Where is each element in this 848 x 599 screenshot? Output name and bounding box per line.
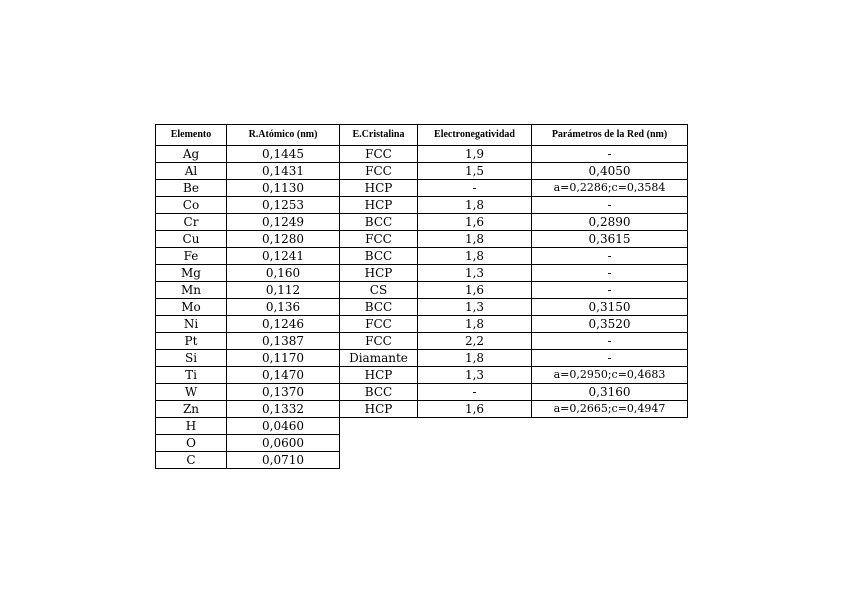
cell-elemento: H — [156, 418, 227, 435]
cell-elemento: Fe — [156, 248, 227, 265]
cell-parametros-red: 0,4050 — [532, 163, 688, 180]
cell-radio-atomico: 0,0710 — [227, 452, 340, 469]
cell-estructura-cristalina: FCC — [340, 316, 418, 333]
cell-estructura-cristalina: HCP — [340, 197, 418, 214]
empty-cell — [532, 418, 688, 435]
header-electronegatividad: Electronegatividad — [418, 125, 532, 146]
table-row — [156, 248, 688, 265]
cell-estructura-cristalina: HCP — [340, 180, 418, 197]
cell-radio-atomico: 0,1170 — [227, 350, 340, 367]
cell-elemento: W — [156, 384, 227, 401]
table-row — [156, 435, 688, 452]
cell-parametros-red: - — [532, 146, 688, 163]
table-row — [156, 418, 688, 435]
empty-cell — [532, 452, 688, 469]
cell-electronegatividad: 1,8 — [418, 350, 532, 367]
cell-radio-atomico: 0,1280 — [227, 231, 340, 248]
header-parametros-red: Parámetros de la Red (nm) — [532, 125, 688, 146]
cell-electronegatividad: 2,2 — [418, 333, 532, 350]
empty-cell — [340, 452, 418, 469]
cell-electronegatividad: - — [418, 384, 532, 401]
cell-radio-atomico: 0,1130 — [227, 180, 340, 197]
cell-electronegatividad: 1,6 — [418, 401, 532, 418]
cell-electronegatividad: 1,8 — [418, 248, 532, 265]
cell-electronegatividad: 1,6 — [418, 214, 532, 231]
table-row — [156, 367, 688, 384]
header-radio-atomico: R.Atómico (nm) — [227, 125, 340, 146]
cell-elemento: Pt — [156, 333, 227, 350]
cell-electronegatividad: 1,9 — [418, 146, 532, 163]
cell-radio-atomico: 0,1431 — [227, 163, 340, 180]
cell-elemento: Al — [156, 163, 227, 180]
table-row — [156, 180, 688, 197]
cell-parametros-red: - — [532, 248, 688, 265]
cell-radio-atomico: 0,1387 — [227, 333, 340, 350]
cell-parametros-red: 0,3520 — [532, 316, 688, 333]
table-row — [156, 333, 688, 350]
header-estructura-cristalina: E.Cristalina — [340, 125, 418, 146]
cell-radio-atomico: 0,160 — [227, 265, 340, 282]
empty-cell — [418, 435, 532, 452]
empty-cell — [418, 452, 532, 469]
cell-estructura-cristalina: HCP — [340, 367, 418, 384]
cell-parametros-red: 0,2890 — [532, 214, 688, 231]
cell-elemento: Be — [156, 180, 227, 197]
cell-electronegatividad: 1,5 — [418, 163, 532, 180]
cell-radio-atomico: 0,1332 — [227, 401, 340, 418]
cell-electronegatividad: 1,8 — [418, 197, 532, 214]
cell-electronegatividad: 1,3 — [418, 265, 532, 282]
empty-cell — [532, 435, 688, 452]
cell-estructura-cristalina: BCC — [340, 248, 418, 265]
table-row — [156, 299, 688, 316]
cell-elemento: Cr — [156, 214, 227, 231]
cell-parametros-red: a=0,2665;c=0,4947 — [532, 401, 688, 418]
cell-estructura-cristalina: BCC — [340, 299, 418, 316]
cell-radio-atomico: 0,1246 — [227, 316, 340, 333]
cell-elemento: Mn — [156, 282, 227, 299]
table-row — [156, 350, 688, 367]
cell-elemento: Mo — [156, 299, 227, 316]
cell-estructura-cristalina: BCC — [340, 384, 418, 401]
cell-estructura-cristalina: Diamante — [340, 350, 418, 367]
cell-estructura-cristalina: HCP — [340, 265, 418, 282]
cell-radio-atomico: 0,136 — [227, 299, 340, 316]
cell-electronegatividad: 1,3 — [418, 367, 532, 384]
cell-radio-atomico: 0,0460 — [227, 418, 340, 435]
cell-estructura-cristalina: HCP — [340, 401, 418, 418]
empty-cell — [418, 418, 532, 435]
cell-electronegatividad: 1,3 — [418, 299, 532, 316]
cell-radio-atomico: 0,0600 — [227, 435, 340, 452]
table-header-row — [156, 125, 688, 146]
cell-electronegatividad: 1,8 — [418, 231, 532, 248]
table-row — [156, 316, 688, 333]
cell-radio-atomico: 0,112 — [227, 282, 340, 299]
cell-estructura-cristalina: FCC — [340, 146, 418, 163]
cell-elemento: Co — [156, 197, 227, 214]
cell-estructura-cristalina: FCC — [340, 231, 418, 248]
empty-cell — [340, 435, 418, 452]
table-row — [156, 384, 688, 401]
cell-parametros-red: 0,3160 — [532, 384, 688, 401]
header-elemento: Elemento — [156, 125, 227, 146]
cell-elemento: Mg — [156, 265, 227, 282]
cell-elemento: Zn — [156, 401, 227, 418]
cell-radio-atomico: 0,1241 — [227, 248, 340, 265]
cell-radio-atomico: 0,1249 — [227, 214, 340, 231]
table-row — [156, 265, 688, 282]
cell-electronegatividad: 1,8 — [418, 316, 532, 333]
table-body — [156, 146, 688, 469]
table-row — [156, 214, 688, 231]
table-row — [156, 231, 688, 248]
table-row — [156, 282, 688, 299]
cell-parametros-red: 0,3150 — [532, 299, 688, 316]
cell-estructura-cristalina: FCC — [340, 163, 418, 180]
cell-parametros-red: - — [532, 350, 688, 367]
cell-radio-atomico: 0,1370 — [227, 384, 340, 401]
cell-elemento: Ni — [156, 316, 227, 333]
cell-electronegatividad: - — [418, 180, 532, 197]
cell-estructura-cristalina: FCC — [340, 333, 418, 350]
cell-parametros-red: a=0,2286;c=0,3584 — [532, 180, 688, 197]
table-row — [156, 452, 688, 469]
table-row — [156, 163, 688, 180]
cell-estructura-cristalina: CS — [340, 282, 418, 299]
table-row — [156, 146, 688, 163]
cell-radio-atomico: 0,1253 — [227, 197, 340, 214]
table-row — [156, 197, 688, 214]
elements-table — [155, 124, 688, 469]
cell-electronegatividad: 1,6 — [418, 282, 532, 299]
cell-radio-atomico: 0,1470 — [227, 367, 340, 384]
cell-parametros-red: - — [532, 265, 688, 282]
cell-parametros-red: - — [532, 197, 688, 214]
cell-parametros-red: - — [532, 282, 688, 299]
cell-elemento: C — [156, 452, 227, 469]
table-row — [156, 401, 688, 418]
cell-elemento: Cu — [156, 231, 227, 248]
cell-radio-atomico: 0,1445 — [227, 146, 340, 163]
cell-elemento: Ti — [156, 367, 227, 384]
cell-parametros-red: 0,3615 — [532, 231, 688, 248]
cell-elemento: Ag — [156, 146, 227, 163]
cell-parametros-red: - — [532, 333, 688, 350]
cell-elemento: Si — [156, 350, 227, 367]
cell-parametros-red: a=0,2950;c=0,4683 — [532, 367, 688, 384]
cell-estructura-cristalina: BCC — [340, 214, 418, 231]
cell-elemento: O — [156, 435, 227, 452]
empty-cell — [340, 418, 418, 435]
